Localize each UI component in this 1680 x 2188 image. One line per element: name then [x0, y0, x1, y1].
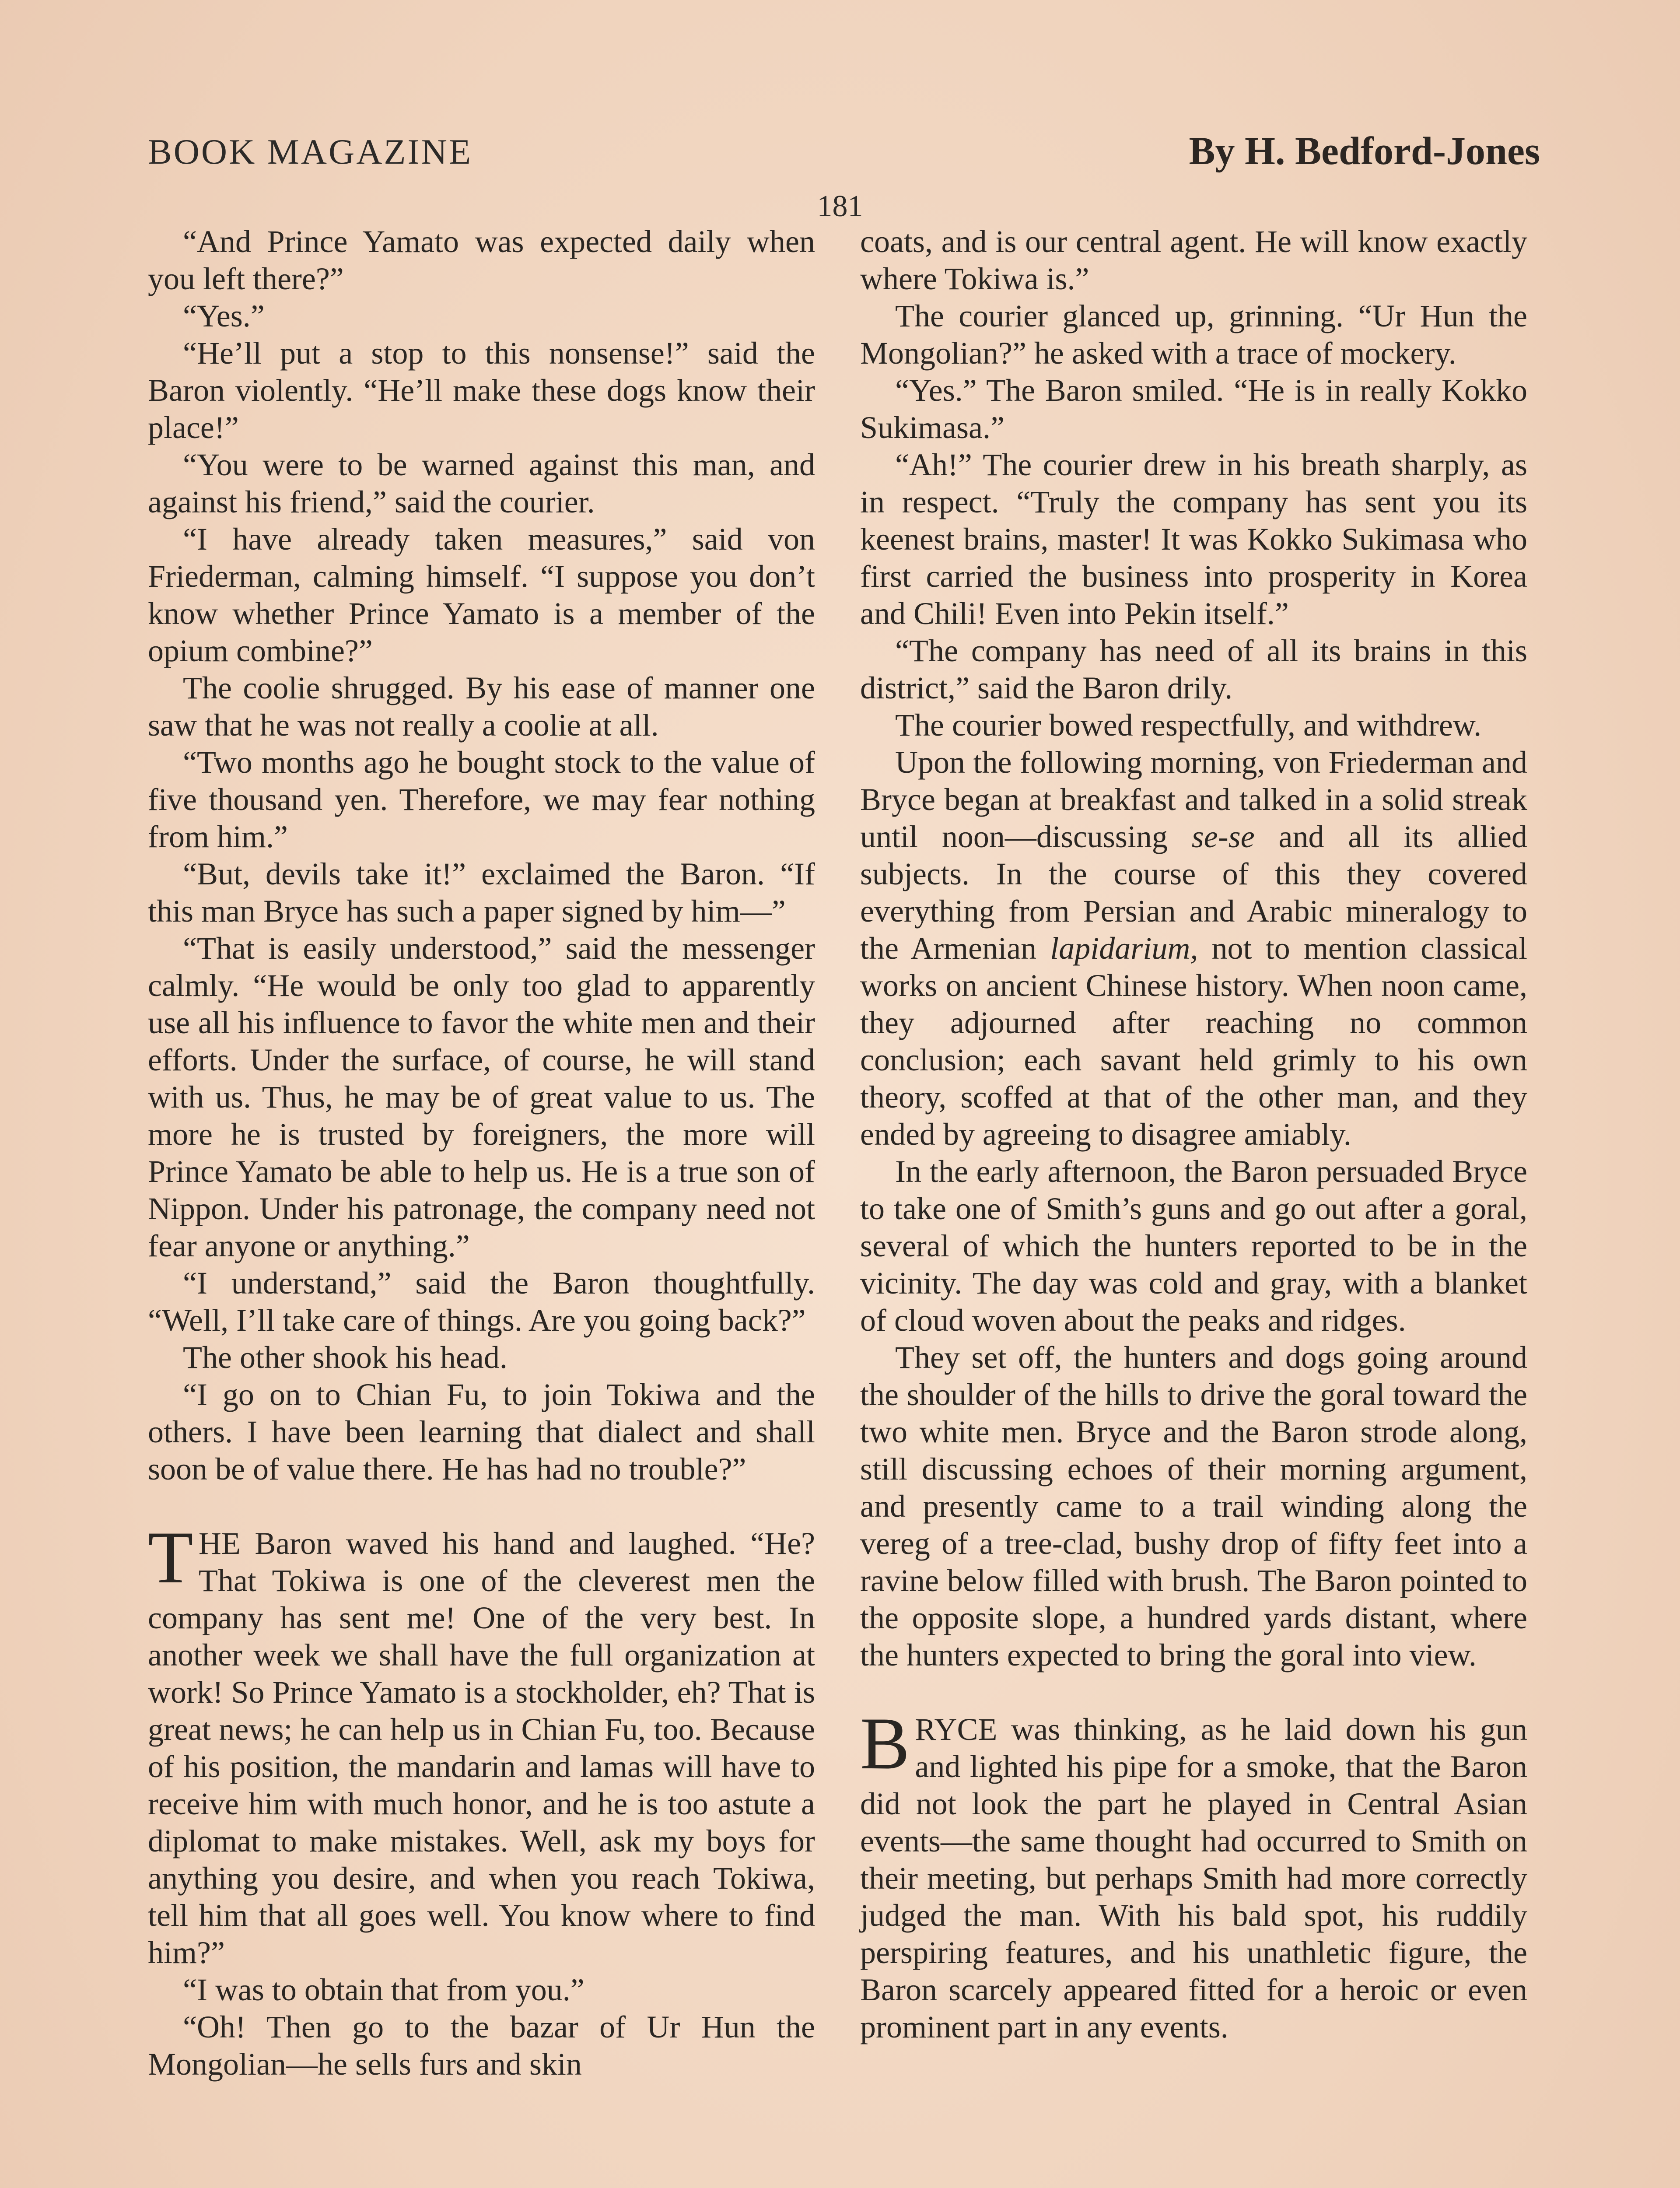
paragraph: “Two months ago he bought stock to the value of five thousand yen. Therefore, we may fear nothing from him.” [148, 745, 815, 854]
paragraph: “He’ll put a stop to this nonsense!” said the Baron violently. “He’ll make these dogs know their place!” [148, 336, 815, 445]
magazine-title: BOOK MAGAZINE [148, 132, 473, 172]
paragraph: The courier bowed respectfully, and withdrew. [895, 708, 1482, 743]
paragraph: “Yes.” [183, 298, 265, 333]
paragraph: “The company has need of all its brains in this district,” said the Baron drily. [860, 633, 1527, 705]
section-lead-paragraph [860, 1702, 1527, 2046]
paragraph: “But, devils take it!” exclaimed the Baron. “If this man Bryce has such a paper signed by him—” [148, 856, 815, 929]
page-number: 181 [817, 189, 863, 223]
paragraph [860, 744, 1527, 1153]
text-run: and all its allied subjects. In the course of this they covered everything from Persian and Arabic mineralogy to the Armenian [860, 819, 1527, 966]
page-header [148, 131, 1540, 184]
paragraph: “I was to obtain that from you.” [183, 1972, 584, 2007]
section-lead-text: HE Baron waved his hand and laughed. “He? That Tokiwa is one of the cleverest men the company has sent me! One of the very best. In another week we shall have the full organization at work! So Prince Yamato is a stockholder, eh? That is great news; he can help us in Chian Fu, too. Because of his position, the mandarin and lamas will have to receive him with much honor, and he is too astute a diplomat to make mistakes. Well, ask my boys for anything you desire, and when you reach Tokiwa, tell him that all goes well. You know where to find him?” [148, 1526, 815, 1970]
author-byline: By H. Bedford-Jones [1189, 130, 1540, 173]
paragraph: “And Prince Yamato was expected daily when you left there?” [148, 224, 815, 296]
paragraph: “You were to be warned against this man, and against his friend,” said the courier. [148, 447, 815, 519]
right-column [860, 223, 1527, 2046]
paragraph: In the early afternoon, the Baron persuaded Bryce to take one of Smith’s guns and go out after a goral, several of which the hunters reported to be in the vicinity. The day was cold and gray, with a blanket of cloud woven about the peaks and ridges. [860, 1154, 1527, 1338]
paragraph: “I have already taken measures,” said von Friederman, calming himself. “I suppose you don’t know whether Prince Yamato is a member of the opium combine?” [148, 522, 815, 668]
paragraph: “Oh! Then go to the bazar of Ur Hun the Mongolian—he sells furs and skin [148, 2009, 815, 2082]
italic-term: lapidarium, [1050, 931, 1198, 966]
paragraph: The courier glanced up, grinning. “Ur Hun the Mongolian?” he asked with a trace of mockery. [860, 298, 1527, 371]
paragraph: They set off, the hunters and dogs going around the shoulder of the hills to drive the goral toward the two white men. Bryce and the Baron strode along, still discussing echoes of their morning argument, and presently came to a trail winding along the vereg of a tree-clad, bushy drop of fifty feet into a ravine below filled with brush. The Baron pointed to the opposite slope, a hundred yards distant, where the hunters expected to bring the goral into view. [860, 1340, 1527, 1673]
paragraph: “That is easily understood,” said the messenger calmly. “He would be only too glad to apparently use all his influence to favor the white men and their efforts. Under the surface, of course, he will stand with us. Thus, he may be of great value to us. The more he is trusted by foreigners, the more will Prince Yamato be able to help us. He is a true son of Nippon. Under his patronage, the company need not fear anyone or anything.” [148, 931, 815, 1263]
text-run: Upon the following morning, von Friederman and Bryce began at breakfast and talked in a solid streak until noon—discussing [860, 745, 1527, 854]
paragraph: “I go on to Chian Fu, to join Tokiwa and the others. I have been learning that dialect and shall soon be of value there. He has had no trouble?” [148, 1377, 815, 1487]
left-column [148, 223, 815, 2083]
text-run: not to mention classical works on ancient Chinese history. When noon came, they adjourned after reaching no common conclusion; each savant held grimly to his own theory, scoffed at that of the other man, and they ended by agreeing to disagree amiably. [860, 931, 1527, 1152]
paragraph: “Ah!” The courier drew in his breath sharply, as in respect. “Truly the company has sent you its keenest brains, master! It was Kokko Sukimasa who first carried the business into prosperity in Korea and Chili! Even into Pekin itself.” [860, 447, 1527, 631]
continued-paragraph: coats, and is our central agent. He will know exactly where Tokiwa is.” [860, 224, 1527, 296]
italic-term: se-se [1191, 819, 1255, 854]
paragraph: “Yes.” The Baron smiled. “He is in really Kokko Sukimasa.” [860, 373, 1527, 445]
section-lead-text: RYCE was thinking, as he laid down his gun and lighted his pipe for a smoke, that the Baron did not look the part he played in Central Asian events—the same thought had occurred to Smith on their meeting, but perhaps Smith had more correctly judged the man. With his bald spot, his ruddily perspiring features, and his unathletic figure, the Baron scarcely appeared fitted for a heroic or even prominent part in any events. [860, 1712, 1527, 2044]
paragraph: The coolie shrugged. By his ease of manner one saw that he was not really a coolie at all. [148, 670, 815, 743]
section-lead-paragraph [148, 1516, 815, 1971]
paragraph: “I understand,” said the Baron thoughtfully. “Well, I’ll take care of things. Are you going back?” [148, 1266, 815, 1338]
drop-cap: B [860, 1702, 910, 1785]
paragraph: The other shook his head. [183, 1340, 508, 1375]
drop-cap: T [148, 1516, 193, 1599]
